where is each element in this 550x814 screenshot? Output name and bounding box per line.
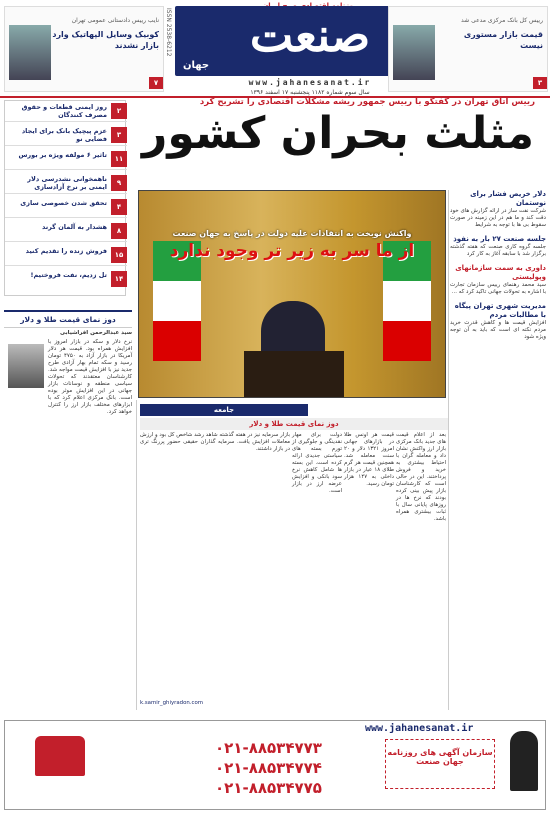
main-headline[interactable]: مثلث بحران کشور [142,108,534,159]
main-photo[interactable] [138,190,446,398]
author-photo [8,344,44,388]
photo-caption-top: واکنش نوبخت به انتقادات علیه دولت در پاسخ به جهان صنعت [172,229,412,238]
section-headline[interactable]: دوز نمای قیمت طلا و دلار [140,418,448,430]
story-text: سید محمد رهنمای رییس سازمان تجارت با اشاره به تحولات جهانی تاکید کرد که ... [450,282,546,295]
index-item[interactable] [5,149,127,170]
story-text: شرکت نفت ساز در ارائه گزارش های خود دقت کند و ما هم در این زمینه در صورت سقوط بی ها با توجه به شرایط [450,208,546,228]
index-page-badge: ۸ [111,223,127,239]
index-text: روز ایمنی قطعات و حقوق مصرف کنندگان [21,103,107,119]
podium [244,351,344,398]
column-divider [136,400,137,710]
index-text: هشدار به آلمان گرند [41,223,107,231]
box-title[interactable]: دوز نمای قیمت طلا و دلار [4,310,132,328]
section-label: جامعه [140,404,308,416]
index-page-badge: ۲ [111,103,127,119]
column-divider [448,190,449,710]
teaser-photo [9,25,51,80]
teaser-kicker: نایب رییس دادستانی عمومی تهران [71,17,159,24]
ad-phone-number[interactable]: ۰۲۱-۸۸۵۳۴۷۷۵ [215,779,322,797]
teaser-caption: قیمت بازار مستوری نیست [463,30,543,50]
story-text: افزایش قیمت ها و کاهش قدرت خرید مردم نکته ای است که باید به آن توجه ویژه شود [450,320,546,340]
body-column: دولت برای مهار نقدینگی و جلوگیری از تورم بسته های سیاستی جدیدی ارائه کرده است. این بسته ها شامل کاهش نرخ سود بانکی و افزایش عرضه ارز در بازار است. [292,432,342,494]
teaser-photo [393,25,435,80]
issue-date: سال سوم شماره ۱۱۸۲ پنجشنبه ۱۷ اسفند ۱۳۹۶ [250,89,370,96]
story-headline[interactable]: جلسه صنعت ۲۷ بار به نفوذ [453,235,546,243]
index-item[interactable] [5,269,127,290]
logo-subtitle: جهان [183,60,210,71]
byline: سید عبدالرحمن افراشیابی [60,330,132,336]
story-headline[interactable]: داوری به سمت سازمانهای وپولیستی [455,264,546,281]
index-item[interactable] [5,125,127,146]
teaser-kicker: رییس کل بانک مرکزی مدعی شد [460,17,543,24]
index-page-badge: ۳ [111,127,127,143]
author-email[interactable]: k.samir_ghiyradon.com [140,700,204,706]
telephone-icon [35,736,85,776]
index-text: تل زدیم، نفت فروختیم! [30,271,107,279]
ad-url[interactable]: www.jahanesanat.ir [365,723,474,734]
index-page-badge: ۴ [111,199,127,215]
index-page-badge: ۱۱ [111,151,127,167]
page-number-badge: ۳ [533,77,547,89]
box-text: نرخ دلار و سکه در بازار امروز با افزایش همراه بود. قیمت هر دلار آمریکا در بازار آزاد به ۴۷۵۰ تومان رسید و سکه تمام بهار آزادی طرح جدید نیز با افزایش قیمت مواجه شد. کارشناسان معتقدند که تحولات سیاسی منطقه و نوسانات بازار جهانی در این افزایش موثر بوده است. بانک مرکزی اعلام کرد که با ابزارهای مختلف بازار ارز را کنترل خواهد کرد. [48,339,132,415]
index-page-badge: ۱۴ [111,271,127,287]
index-page-badge: ۱۵ [111,247,127,263]
index-text: تحقق شدن خصوصی سازی [20,199,107,207]
teaser-right[interactable] [388,6,548,92]
body-column: قیمت هر اونس طلا در بازارهای جهانی امروز ۱۳۲۱ دلار و ۲۰ سنت معامله شد. همچنین قیمت هر گرم طلای ۱۸ عیار در بازار داخلی به ۱۴۷ هزار تومان رسید. [344,432,394,487]
story-headline[interactable]: دلار خریص فشار برای نوستمان [470,190,546,207]
index-item[interactable] [5,221,127,242]
index-item[interactable] [5,173,127,194]
teaser-left[interactable] [4,6,164,92]
masthead [0,0,550,98]
index-text: تاثیر ۶ مولفه ویژه بر بورس [18,151,107,159]
page-number-badge: ۷ [149,77,163,89]
story-headline[interactable]: مدیریت شهری تهران پیگاه با مطالبات مردم [454,302,546,319]
ad-phone-number[interactable]: ۰۲۱-۸۸۵۳۴۷۷۴ [215,759,322,777]
page-index [4,100,126,296]
index-text: عزم پیچیک بانک برای ایجاد فضایی نو [21,127,107,143]
ad-phone-number[interactable]: ۰۲۱-۸۸۵۳۴۷۷۳ [215,739,322,757]
advertisement-banner[interactable] [4,720,546,810]
boxed-story [4,310,132,780]
index-item[interactable] [5,101,127,122]
headline-kicker: رییس اتاق تهران در گفتگو با رییس جمهور ریشه مشکلات اقتصادی را تشریح کرد [199,97,535,107]
teaser-caption: کوبیک وسایل الپهاتیک وارد بازار نشدند [52,30,159,50]
masthead-url[interactable]: www.jahanesanat.ir [248,78,372,87]
story-text: جلسه گروه کاری صنعت که هفته گذشته برگزار شد با سابقه آغاز به کار کرد [450,244,546,257]
businessman-icon [510,731,538,791]
index-page-badge: ۹ [111,175,127,191]
issn-number: ISSN 2538-6212 [165,8,172,57]
index-item[interactable] [5,197,127,218]
logo-text: صنعت [249,8,371,62]
index-text: ناهمخوانی نشدرسی دلار ایمنی بر نرخ آزادسازی [27,175,107,191]
body-column: بعد از اعلام قیمت های جدید بانک مرکزی بازار ارز واکنش نشان داد و معامله گران با احتیاط بیشتری به خرید و فروش پرداختند. این در حالی است که کارشناسان بازار پیش بینی کرده بودند که نرخ ها در روزهای پایانی سال با ثبات بیشتری همراه باشد. [396,432,446,522]
index-item[interactable] [5,245,127,266]
body-column: بازار سرمایه نیز در هفته گذشته شاهد رشد شاخص کل بود و ارزش معاملات افزایش یافت. سرمایه گذاران حقیقی حضور پررنگ تری در بازار داشتند. [140,432,290,452]
photo-caption-main: از ما سر به زیر تر وجود ندارد [169,241,415,261]
right-column [450,190,546,610]
ad-agency-box: سازمان آگهی های روزنامه جهان صنعت [385,739,495,789]
index-text: فروش زنده را تقدیم کنید [25,247,107,255]
